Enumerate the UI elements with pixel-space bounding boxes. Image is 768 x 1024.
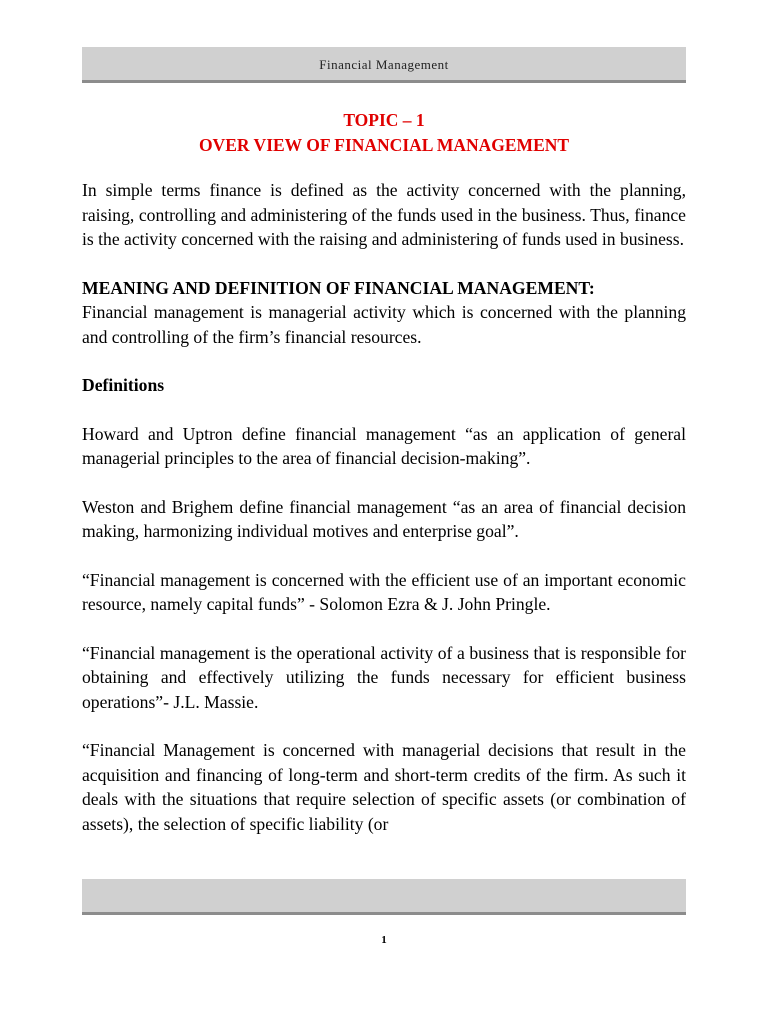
definition-paragraph: “Financial management is the operational activity of a business that is responsible for obtaining and effectively utilizing the funds necessary for efficient business operations”- J.L. Massie. — [82, 642, 686, 712]
definition-paragraph: “Financial management is concerned with the efficient use of an important economic resource, namely capital funds” - Solomon Ezra & J. John Pringle. — [82, 569, 686, 614]
topic-number: TOPIC – 1 — [343, 110, 425, 130]
definition-paragraph: “Financial Management is concerned with managerial decisions that result in the acquisition and financing of long-term and short-term credits of the firm. As such it deals with the situations that require selection of specific assets (or combination of assets), the selection of specific liability (or — [82, 740, 686, 834]
intro-paragraph: In simple terms finance is defined as the activity concerned with the planning, raising, controlling and administering of the funds used in the business. Thus, finance is the activity concerned with the raising and administering of funds used in business. — [82, 180, 686, 249]
page-footer-band — [82, 879, 686, 915]
header-title: Financial Management — [319, 57, 449, 72]
meaning-paragraph: Financial management is managerial activity which is concerned with the planning and controlling of the firm’s financial resources. — [82, 302, 686, 347]
page-header-band — [82, 47, 686, 83]
topic-heading — [82, 108, 686, 158]
topic-title: OVER VIEW OF FINANCIAL MANAGEMENT — [198, 135, 570, 155]
spacer — [82, 252, 686, 276]
spacer — [82, 471, 686, 495]
spacer — [82, 398, 686, 422]
definition-paragraph: Howard and Uptron define financial management “as an application of general managerial principles to the area of financial decision-making”. — [82, 423, 686, 468]
spacer — [82, 349, 686, 373]
definitions-heading: Definitions — [82, 375, 165, 395]
spacer — [82, 544, 686, 568]
document-body — [82, 178, 686, 836]
meaning-heading: MEANING AND DEFINITION OF FINANCIAL MANAGEMENT: — [82, 277, 595, 298]
spacer — [82, 714, 686, 738]
page-number: 1 — [381, 934, 387, 946]
spacer — [82, 617, 686, 641]
definition-paragraph: Weston and Brighem define financial management “as an area of financial decision making, harmonizing individual motives and enterprise goal”. — [82, 496, 686, 541]
